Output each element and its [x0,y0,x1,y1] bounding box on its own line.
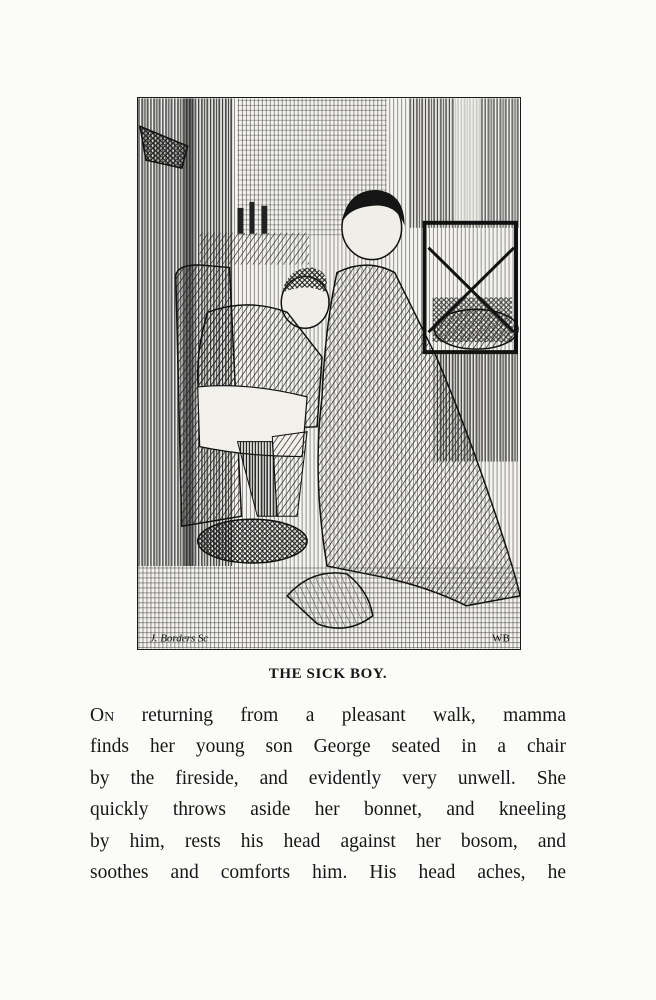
text-line: soothes and comforts him. His head aches, he [90,861,566,883]
engraving-illustration [137,97,521,650]
engraver-monogram: WB [492,632,510,645]
line-text: returning from a pleasant walk, mamma [114,705,566,726]
illustration-caption: THE SICK BOY. [268,666,388,682]
text-line: by him, rests his head against her bosom, and [90,830,566,852]
text-line: finds her young son George seated in a chair [90,736,566,758]
engraver-signature: J. Borders Sc [149,632,209,645]
drop-word: On [90,705,115,726]
text-line: by the fireside, and evidently very unwell. She [90,767,566,789]
engraving-artwork [138,98,520,649]
text-line [90,700,566,731]
text-line: quickly throws aside her bonnet, and kneeling [90,799,566,821]
body-paragraph [90,700,566,888]
